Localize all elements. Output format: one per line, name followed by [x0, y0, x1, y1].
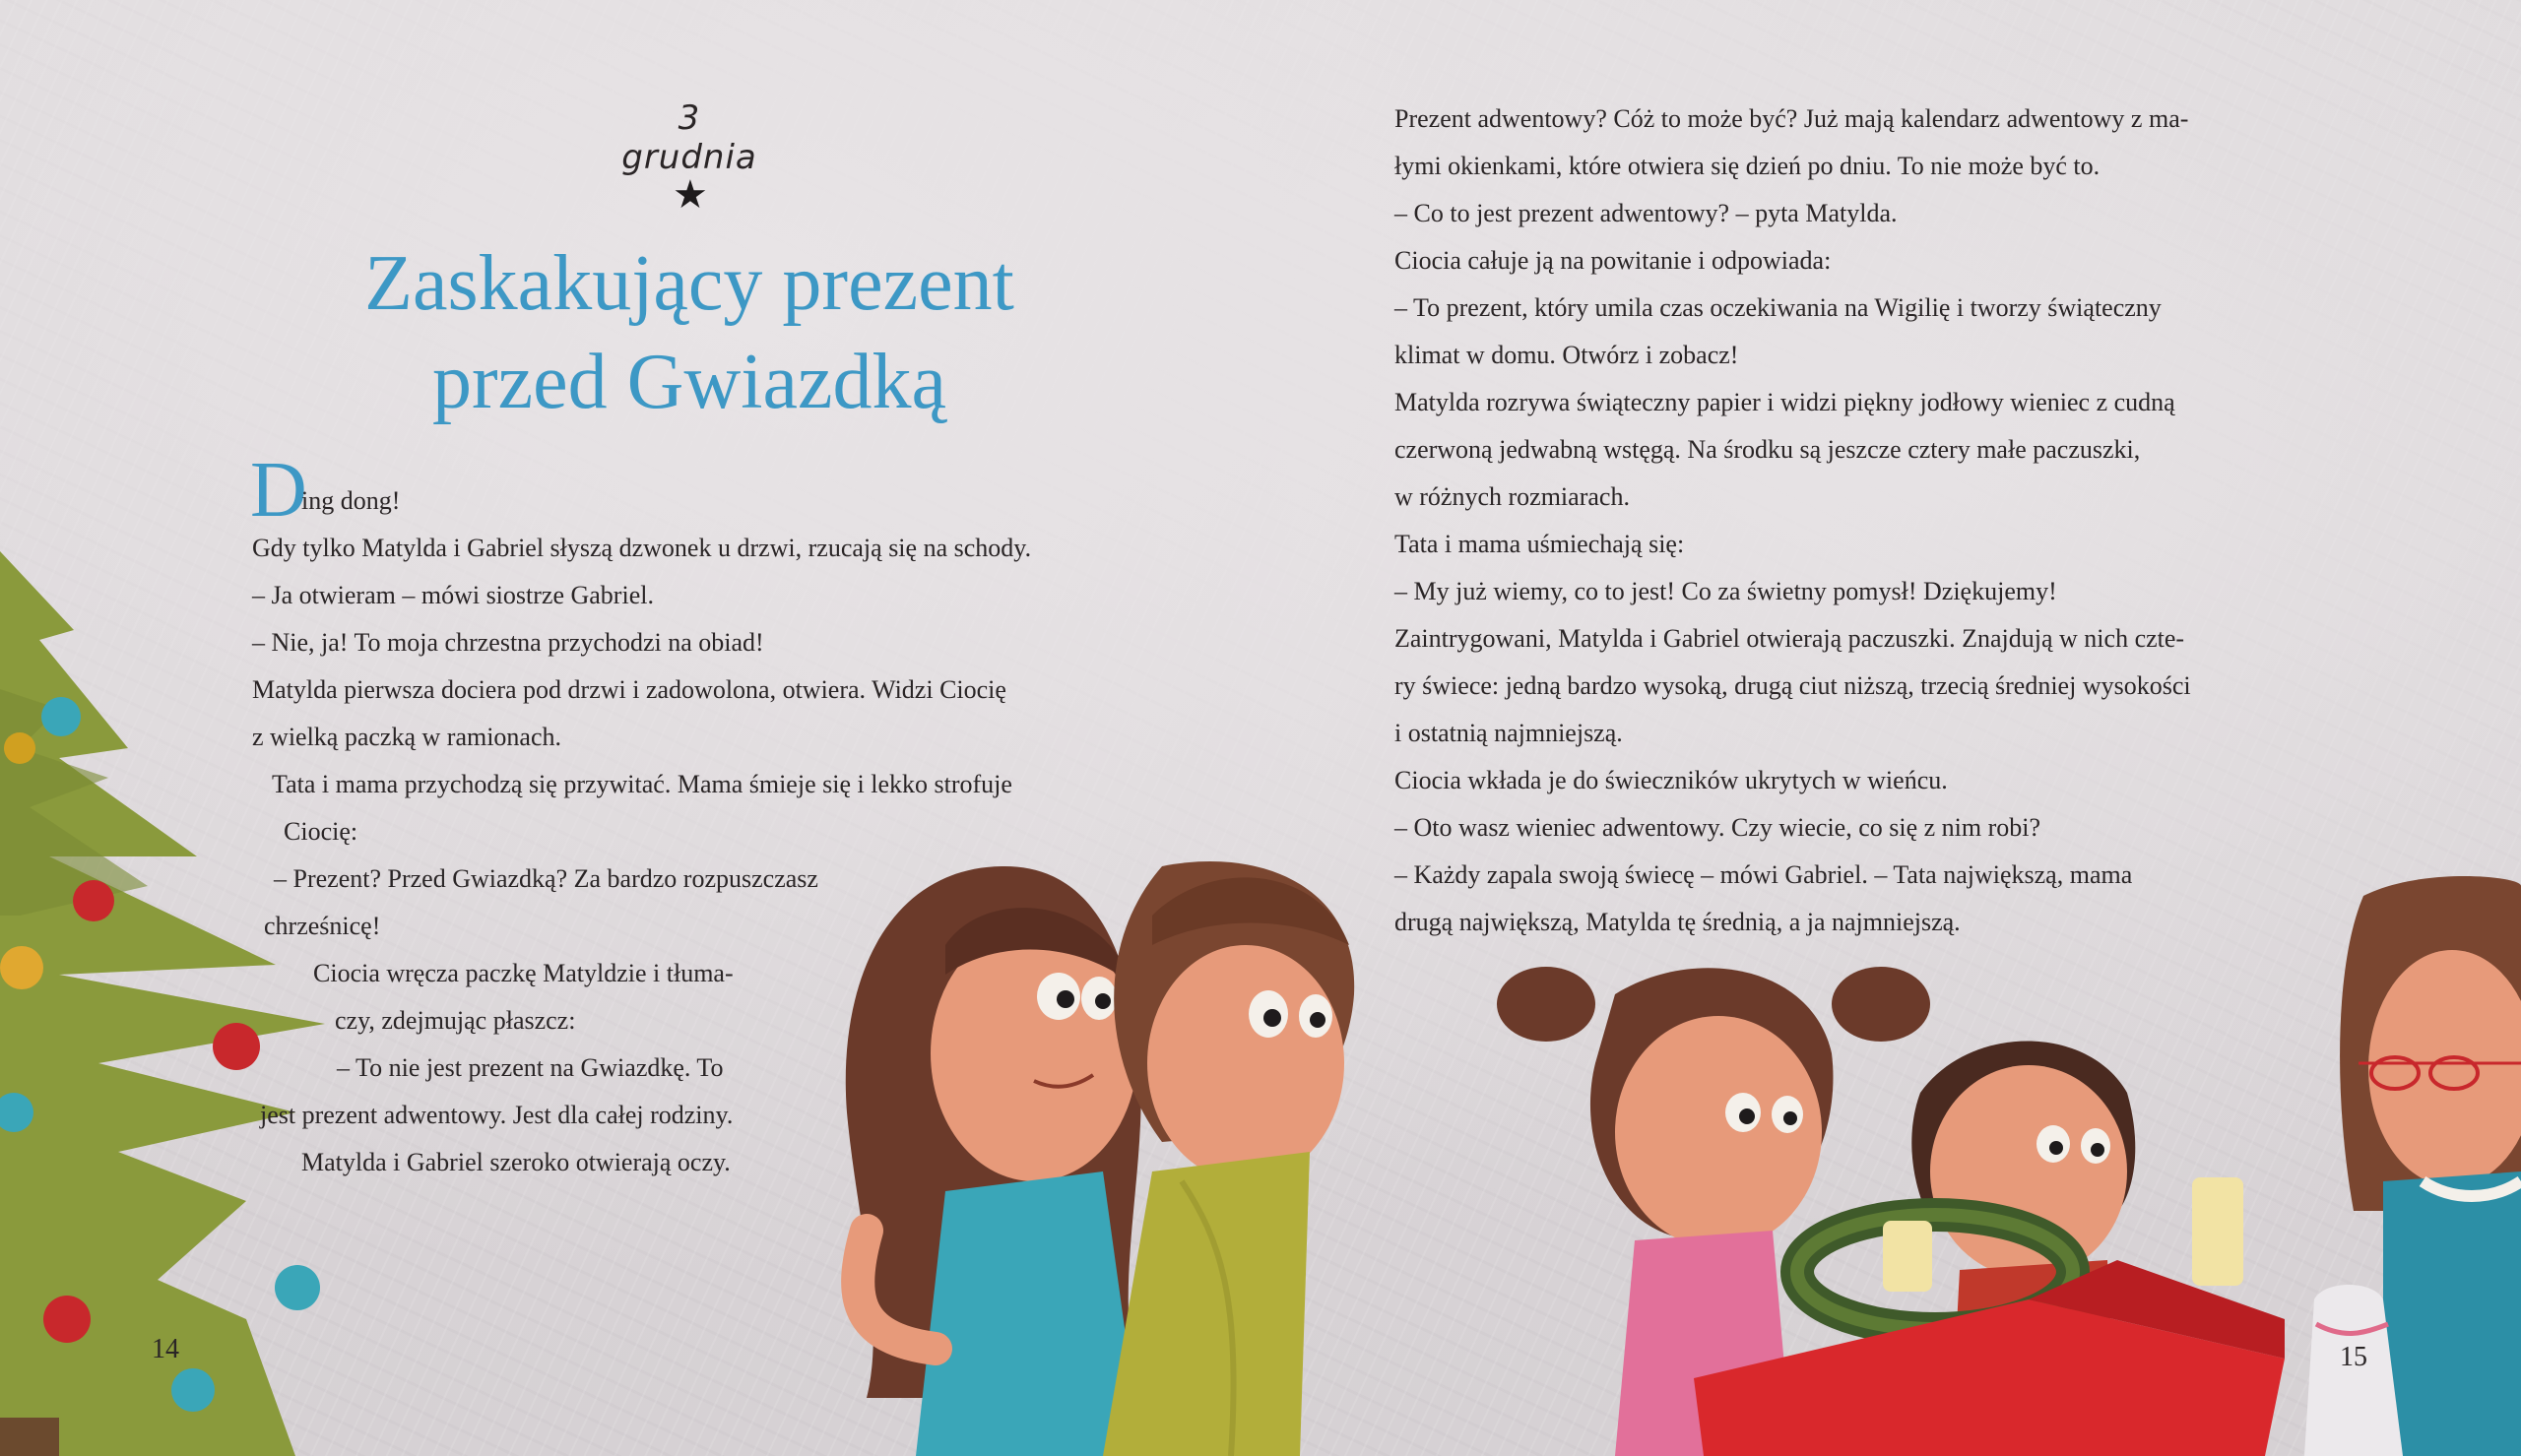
text-line: – To nie jest prezent na Gwiazdkę. To: [337, 1053, 724, 1082]
text-line: Ciocia całuje ją na powitanie i odpowiada:: [1394, 246, 1832, 275]
text-line: – Prezent? Przed Gwiazdką? Za bardzo rozpuszczasz: [274, 864, 818, 893]
chapter-date: 3 grudnia: [621, 98, 757, 177]
text-line: Ciocia wręcza paczkę Matyldzie i tłuma-: [313, 959, 734, 987]
text-line: czy, zdejmując płaszcz:: [335, 1006, 576, 1035]
girl-character-illustration: [846, 866, 1142, 1456]
page-number-right: 15: [2340, 1342, 2367, 1372]
text-line: klimat w domu. Otwórz i zobacz!: [1394, 341, 1739, 369]
page-number-left: 14: [152, 1334, 179, 1364]
text-line: Matylda rozrywa świąteczny papier i widzi piękny jodłowy wieniec z cudną: [1394, 388, 2175, 416]
title-line-1: Zaskakujący prezent: [364, 240, 1014, 327]
drop-cap: D: [250, 447, 307, 534]
text-line: Ciocia wkłada je do świeczników ukrytych w wieńcu.: [1394, 766, 1948, 794]
text-line: drugą największą, Matylda tę średnią, a ja najmniejszą.: [1394, 908, 1961, 936]
text-line: Ciocię:: [284, 817, 358, 846]
boy-character-illustration: [1103, 861, 1354, 1456]
text-line: Tata i mama uśmiechają się:: [1394, 530, 1685, 558]
text-line: – Oto wasz wieniec adwentowy. Czy wiecie, co się z nim robi?: [1394, 813, 2041, 842]
star-icon: ★: [673, 172, 708, 218]
title-line-2: przed Gwiazdką: [432, 339, 946, 425]
text-line: – Ja otwieram – mówi siostrze Gabriel.: [252, 581, 654, 609]
text-line: – Co to jest prezent adwentowy? – pyta Matylda.: [1394, 199, 1898, 227]
text-line: z wielką paczką w ramionach.: [252, 723, 562, 751]
text-line: ing dong!: [301, 486, 401, 515]
text-line: Gdy tylko Matylda i Gabriel słyszą dzwonek u drzwi, rzucają się na schody.: [252, 534, 1032, 562]
text-line: czerwoną jedwabną wstęgą. Na środku są jeszcze cztery małe paczuszki,: [1394, 435, 2141, 464]
text-line: – My już wiemy, co to jest! Co za świetny pomysł! Dziękujemy!: [1394, 577, 2057, 605]
text-line: Matylda pierwsza dociera pod drzwi i zadowolona, otwiera. Widzi Ciocię: [252, 675, 1006, 704]
text-line: – To prezent, który umila czas oczekiwania na Wigilię i tworzy świąteczny: [1394, 293, 2162, 322]
text-line: – Nie, ja! To moja chrzestna przychodzi na obiad!: [252, 628, 764, 657]
text-line: Prezent adwentowy? Cóż to może być? Już mają kalendarz adwentowy z ma-: [1394, 104, 2189, 133]
text-line: jest prezent adwentowy. Jest dla całej rodziny.: [260, 1101, 734, 1129]
text-line: chrześnicę!: [264, 912, 381, 940]
text-line: Zaintrygowani, Matylda i Gabriel otwierają paczuszki. Znajdują w nich czte-: [1394, 624, 2185, 653]
text-line: – Każdy zapala swoją świecę – mówi Gabriel. – Tata największą, mama: [1394, 860, 2133, 889]
text-line: i ostatnią najmniejszą.: [1394, 719, 1623, 747]
text-line: łymi okienkami, które otwiera się dzień po dniu. To nie może być to.: [1394, 152, 2101, 180]
text-line: Tata i mama przychodzą się przywitać. Mama śmieje się i lekko strofuje: [272, 770, 1012, 798]
chapter-title: [236, 234, 1142, 431]
text-line: w różnych rozmiarach.: [1394, 482, 1630, 511]
text-line: Matylda i Gabriel szeroko otwierają oczy.: [301, 1148, 731, 1176]
text-line: ry świece: jedną bardzo wysoką, drugą ciut niższą, trzecią średniej wysokości: [1394, 671, 2191, 700]
